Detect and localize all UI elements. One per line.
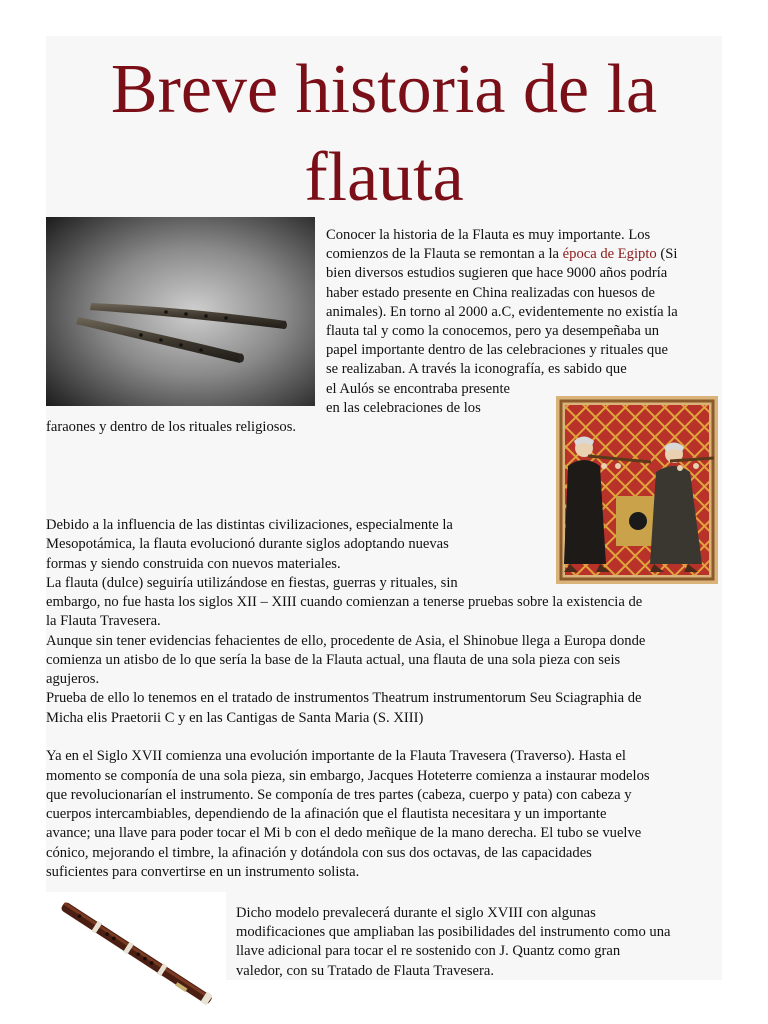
intro-line-6: flauta tal y como la conocemos, pero ya desempeñaba un — [326, 323, 660, 339]
modelo-line-1: Dicho modelo prevalecerá durante el siglo XVIII con algunas — [236, 905, 596, 921]
siglo-line-4: cuerpos intercambiables, dependiendo de la afinación que el flautista necesitara y un importante — [46, 806, 607, 822]
asia-line-3: agujeros. — [46, 671, 100, 687]
prueba-line-2: Micha elis Praetorii C y en las Cantigas de Santa Maria (S. XIII) — [46, 710, 424, 726]
title-line-2: flauta — [304, 139, 464, 216]
intro-line-1: Conocer la historia de la Flauta es muy importante. Los — [326, 227, 651, 243]
intro-line-2-tail: (Si — [660, 246, 678, 262]
intro-line-8: se realizaban. A través la iconografía, es sabido que — [326, 361, 627, 377]
siglo-line-6: cónico, mejorando el timbre, la afinación y dotándola con sus dos octavas, de las capacidades — [46, 845, 592, 861]
intro-line-11: faraones y dentro de los rituales religiosos. — [46, 419, 297, 435]
bone-flutes-illustration — [46, 217, 315, 406]
intro-line-5: animales). En torno al 2000 a.C, evidentemente no existía la — [326, 304, 678, 320]
siglo-line-3: que revolucionarían el instrumento. Se componía de tres partes (cabeza, cuerpo y pata) con cabeza y — [46, 787, 632, 803]
modelo-line-2: modificaciones que ampliaban las posibilidades del instrumento como una — [236, 924, 671, 940]
influence-line-3: formas y siendo construida con nuevos materiales. — [46, 556, 341, 572]
intro-line-3: bien diversos estudios sugieren que hace 9000 años podría — [326, 265, 668, 281]
traverso-flute-image — [46, 892, 226, 1016]
dulce-line-3: la Flauta Travesera. — [46, 613, 161, 629]
medieval-flutists-image — [556, 396, 718, 584]
medieval-flutists-illustration — [556, 396, 718, 584]
egypt-link[interactable]: época de Egipto — [562, 246, 657, 262]
siglo-line-2: momento se componía de una sola pieza, sin embargo, Jacques Hoteterre comienza a instaurar modelos — [46, 768, 650, 784]
modelo-line-4: valedor, con su Tratado de Flauta Travesera. — [236, 963, 495, 979]
intro-line-9: el Aulós se encontraba presente — [326, 381, 510, 397]
bone-flutes-image — [46, 217, 315, 406]
asia-line-2: comienza un atisbo de lo que sería la base de la Flauta actual, una flauta de una sola pieza con seis — [46, 652, 621, 668]
intro-line-2-text: comienzos de la Flauta se remontan a la — [326, 246, 563, 262]
intro-line-7: papel importante dentro de las celebraciones y rituales que — [326, 342, 669, 358]
intro-line-4: haber estado presente en China realizadas con huesos de — [326, 285, 656, 301]
siglo-line-7: suficientes para convertirse en un instrumento solista. — [46, 864, 360, 880]
dulce-line-2: embargo, no fue hasta los siglos XII – XIII cuando comienzan a tenerse pruebas sobre la existencia de — [46, 594, 643, 610]
intro-line-10: en las celebraciones de los — [326, 400, 481, 416]
intro-line-2 — [326, 245, 677, 264]
influence-line-1: Debido a la influencia de las distintas civilizaciones, especialmente la — [46, 517, 453, 533]
influence-line-2: Mesopotámica, la flauta evolucionó durante siglos adoptando nuevas — [46, 536, 449, 552]
prueba-line-1: Prueba de ello lo tenemos en el tratado de instrumentos Theatrum instrumentorum Seu Sciagraphia de — [46, 690, 642, 706]
dulce-line-1: La flauta (dulce) seguiría utilizándose en fiestas, guerras y rituales, sin — [46, 575, 458, 591]
traverso-flute-illustration — [46, 892, 226, 1016]
siglo-line-1: Ya en el Siglo XVII comienza una evolución importante de la Flauta Travesera (Traverso). Hasta el — [46, 748, 626, 764]
modelo-line-3: llave adicional para tocar el re sostenido con J. Quantz como gran — [236, 943, 621, 959]
asia-line-1: Aunque sin tener evidencias fehacientes de ello, procedente de Asia, el Shinobue llega a Europa donde — [46, 633, 646, 649]
siglo-line-5: avance; una llave para poder tocar el Mi b con el dedo meñique de la mano derecha. El tubo se vuelve — [46, 825, 642, 841]
title-line-1: Breve historia de la — [110, 51, 658, 128]
page-title — [46, 46, 722, 222]
